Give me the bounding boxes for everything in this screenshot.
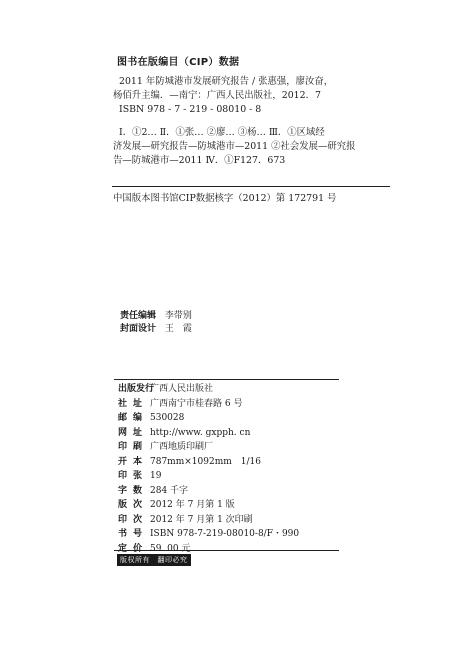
staff-value: 王 霞 xyxy=(164,324,192,334)
publication-value: 59. 00 元 xyxy=(150,543,191,554)
cip-entry-line: ISBN 978 - 7 - 219 - 08010 - 8 xyxy=(119,104,262,116)
publication-label: 定价 xyxy=(118,543,149,554)
cip-subject-line: 告—防城港市—2011 Ⅳ．①F127．673 xyxy=(113,155,286,167)
publication-label: 版次 xyxy=(118,500,149,510)
publication-row xyxy=(118,469,299,484)
publication-row xyxy=(118,411,299,426)
publication-value: http://www. gxpph. cn xyxy=(150,427,251,438)
publication-row xyxy=(118,426,299,441)
publication-value: ISBN 978-7-219-08010-8/F・990 xyxy=(150,529,300,539)
staff-row-editor xyxy=(120,310,192,323)
publication-label: 印次 xyxy=(118,514,149,525)
staff-label: 封面设计 xyxy=(120,324,157,334)
publication-label: 邮编 xyxy=(118,413,149,423)
publication-row xyxy=(118,397,299,412)
publication-value: 284 千字 xyxy=(150,485,189,496)
publication-bottom-divider xyxy=(114,550,339,551)
rights-notice: 版权所有 翻印必究 xyxy=(117,554,191,566)
cip-subject-line: 济发展—研究报告—防城港市—2011 ②社会发展—研究报 xyxy=(113,140,356,152)
publication-row xyxy=(118,498,299,513)
publication-value: 19 xyxy=(150,471,162,481)
publication-label: 书号 xyxy=(118,529,149,539)
publication-info xyxy=(118,382,299,556)
publication-label: 开本 xyxy=(118,456,149,467)
cip-title: 图书在版编目（CIP）数据 xyxy=(117,57,240,68)
staff-label: 责任编辑 xyxy=(120,311,157,321)
publication-row xyxy=(118,513,299,528)
publication-value: 2012 年 7 月第 1 次印刷 xyxy=(150,514,253,525)
publication-value: 广西南宁市桂春路 6 号 xyxy=(150,398,243,409)
staff-credits xyxy=(120,310,192,336)
publication-row xyxy=(118,440,299,455)
staff-value: 李带别 xyxy=(164,311,192,321)
staff-row-cover-design xyxy=(120,323,192,336)
publication-label: 出版发行 xyxy=(118,384,155,394)
publication-label: 字数 xyxy=(118,485,149,496)
cip-subject-line: Ⅰ．①2… Ⅱ．①张… ②廖… ③杨… Ⅲ．①区域经 xyxy=(119,126,325,138)
publication-label: 印张 xyxy=(118,471,149,481)
cip-entry-line: 杨佰升主编．—南宁：广西人民出版社，2012．7 xyxy=(113,90,321,102)
publication-row xyxy=(118,527,299,542)
publication-label: 网址 xyxy=(118,427,149,438)
publication-value: 530028 xyxy=(150,413,185,423)
cip-entry xyxy=(113,75,373,168)
publication-top-divider xyxy=(114,379,339,380)
publication-value: 2012 年 7 月第 1 版 xyxy=(150,500,235,510)
publication-row xyxy=(118,455,299,470)
publication-value: 787mm×1092mm 1/16 xyxy=(150,456,261,467)
publication-value: 广西人民出版社 xyxy=(150,384,214,394)
publication-value: 广西地质印刷厂 xyxy=(150,442,214,452)
cip-divider xyxy=(112,186,390,187)
cip-entry-line: 2011 年防城港市发展研究报告 / 张惠强，廖汝奋， xyxy=(119,76,334,87)
publication-label: 印刷 xyxy=(118,442,149,452)
publication-row xyxy=(118,484,299,499)
cip-record-number: 中国版本图书馆CIP数据核字（2012）第 172791 号 xyxy=(113,193,337,204)
publication-label: 社址 xyxy=(118,398,149,409)
publication-row xyxy=(118,382,299,397)
